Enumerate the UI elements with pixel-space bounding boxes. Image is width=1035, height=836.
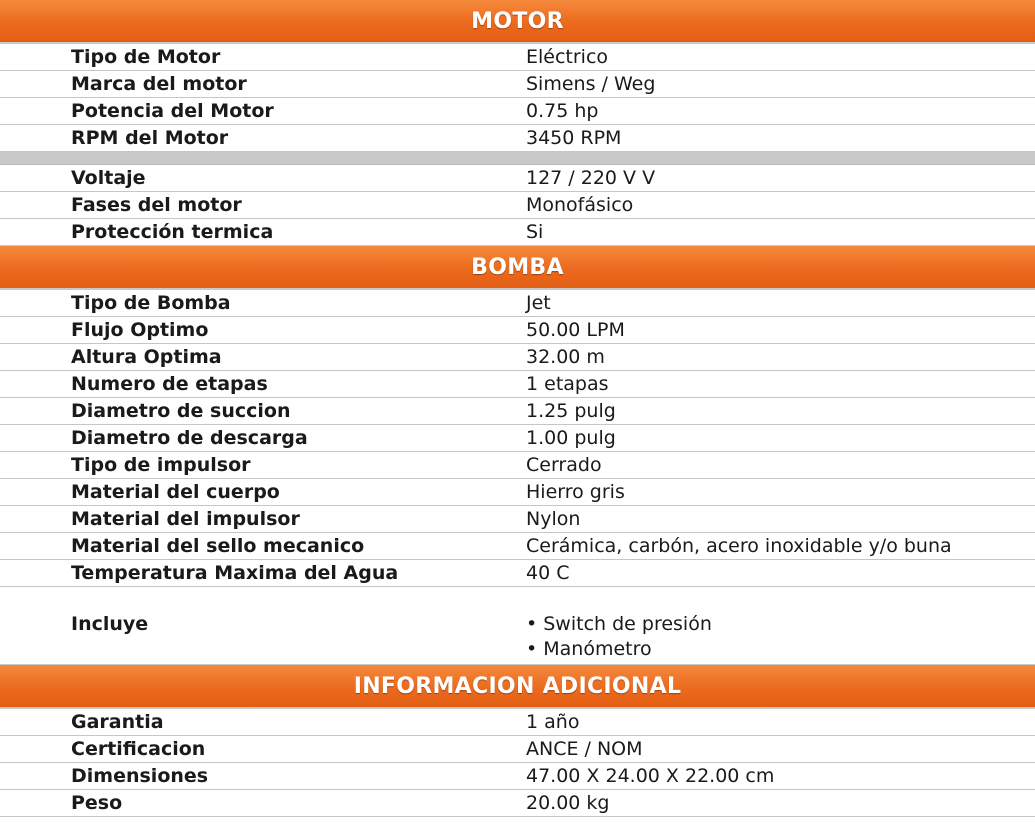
spec-row — [0, 736, 1035, 763]
incluye-row — [0, 587, 1035, 665]
section-spacer — [0, 152, 1035, 165]
spec-value: Nylon — [526, 508, 581, 530]
bomba-section-header — [0, 246, 1035, 290]
spec-label: Temperatura Maxima del Agua — [71, 562, 399, 584]
spec-value: 1.25 pulg — [526, 400, 616, 422]
spec-row — [0, 709, 1035, 736]
spec-value: 47.00 X 24.00 X 22.00 cm — [526, 765, 775, 787]
spec-label: RPM del Motor — [71, 127, 229, 149]
spec-value: Si — [526, 221, 544, 243]
list-item: • Manómetro — [526, 638, 652, 660]
spec-row — [0, 479, 1035, 506]
spec-label: Dimensiones — [71, 765, 209, 787]
spec-row — [0, 125, 1035, 152]
spec-label: Material del cuerpo — [71, 481, 280, 503]
spec-label: Tipo de Bomba — [71, 292, 231, 314]
spec-value: Cerámica, carbón, acero inoxidable y/o buna — [526, 535, 952, 557]
incluye-label: Incluye — [71, 613, 149, 635]
spec-label: Potencia del Motor — [71, 100, 274, 122]
motor-section-header — [0, 0, 1035, 44]
spec-label: Fases del motor — [71, 194, 242, 216]
spec-row — [0, 425, 1035, 452]
spec-label: Certificacion — [71, 738, 206, 760]
spec-row — [0, 533, 1035, 560]
spec-row — [0, 165, 1035, 192]
spec-value: 127 / 220 V V — [526, 167, 656, 189]
spec-label: Marca del motor — [71, 73, 247, 95]
spec-row — [0, 763, 1035, 790]
spec-row — [0, 219, 1035, 246]
spec-value: 20.00 kg — [526, 792, 610, 814]
spec-value: Eléctrico — [526, 46, 609, 68]
spec-value: Monofásico — [526, 194, 634, 216]
spec-row — [0, 398, 1035, 425]
spec-row — [0, 790, 1035, 817]
spec-label: Garantia — [71, 711, 164, 733]
adicional-section-title: INFORMACION ADICIONAL — [353, 673, 682, 699]
spec-row — [0, 71, 1035, 98]
spec-value: Hierro gris — [526, 481, 625, 503]
spec-value: Simens / Weg — [526, 73, 656, 95]
spec-row — [0, 317, 1035, 344]
spec-label: Tipo de Motor — [71, 46, 221, 68]
spec-label: Material del sello mecanico — [71, 535, 365, 557]
spec-label: Flujo Optimo — [71, 319, 209, 341]
bomba-section-title: BOMBA — [471, 254, 564, 280]
spec-value: 1.00 pulg — [526, 427, 616, 449]
spec-label: Material del impulsor — [71, 508, 300, 530]
spec-value: 0.75 hp — [526, 100, 599, 122]
spec-row — [0, 452, 1035, 479]
spec-row — [0, 192, 1035, 219]
spec-row — [0, 290, 1035, 317]
spec-value: 1 año — [526, 711, 580, 733]
spec-row — [0, 98, 1035, 125]
incluye-list — [526, 612, 712, 662]
spec-value: 50.00 LPM — [526, 319, 625, 341]
list-item: • Switch de presión — [526, 613, 712, 635]
motor-section-title: MOTOR — [471, 8, 564, 34]
spec-value: ANCE / NOM — [526, 738, 643, 760]
spec-label: Voltaje — [71, 167, 146, 189]
spec-label: Tipo de impulsor — [71, 454, 251, 476]
spec-label: Diametro de succion — [71, 400, 291, 422]
spec-row — [0, 344, 1035, 371]
spec-row — [0, 506, 1035, 533]
spec-label: Altura Optima — [71, 346, 222, 368]
spec-label: Protección termica — [71, 221, 274, 243]
spec-row — [0, 371, 1035, 398]
spec-label: Peso — [71, 792, 123, 814]
spec-value: Cerrado — [526, 454, 602, 476]
spec-row — [0, 44, 1035, 71]
spec-value: 32.00 m — [526, 346, 605, 368]
spec-value: 3450 RPM — [526, 127, 622, 149]
spec-label: Diametro de descarga — [71, 427, 308, 449]
spec-value: 1 etapas — [526, 373, 609, 395]
adicional-section-header — [0, 665, 1035, 709]
spec-value: 40 C — [526, 562, 570, 584]
spec-label: Numero de etapas — [71, 373, 268, 395]
spec-row — [0, 560, 1035, 587]
spec-value: Jet — [526, 292, 551, 314]
